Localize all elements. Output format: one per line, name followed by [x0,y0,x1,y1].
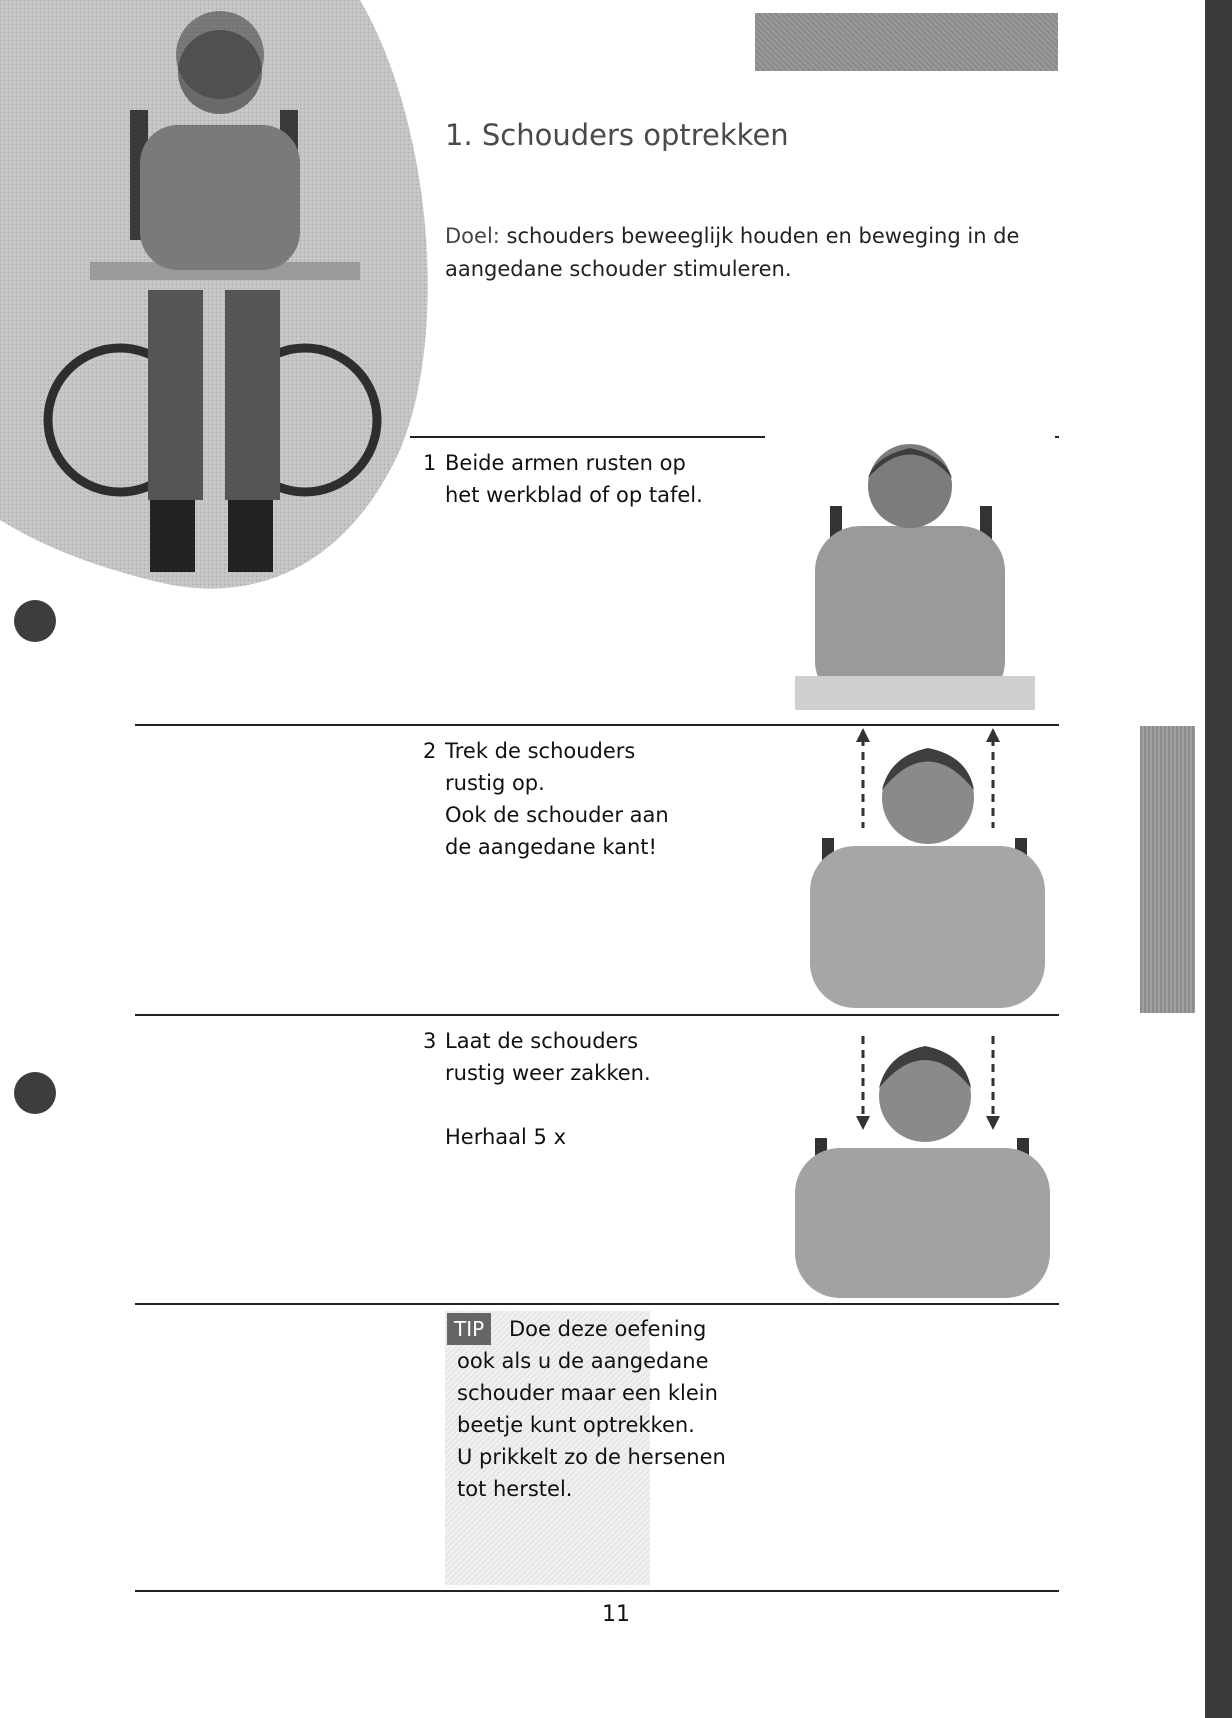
step-line [445,1089,775,1121]
step-text [445,735,775,863]
step-line: Trek de schouders [445,739,636,763]
step-2-photo [800,728,1055,1008]
goal-label: Doel: [445,224,500,248]
exercise-title: 1. Schouders optrekken [445,118,789,152]
punch-hole [14,1072,56,1114]
scan-edge-bar [1205,0,1232,1718]
step-line: rustig op. [445,771,545,795]
hero-wheelchair-photo [0,0,440,600]
step-line: rustig weer zakken. [445,1061,651,1085]
divider-line [135,1303,1059,1305]
divider-line [135,1590,1059,1592]
step-number: 3 [423,1029,437,1053]
tip-line: U prikkelt zo de hersenen [457,1445,726,1469]
step-line: het werkblad of op tafel. [445,483,703,507]
header-gray-box [755,13,1058,71]
tip-line: Doe deze oefening [509,1317,707,1341]
divider-line [135,1014,1059,1016]
divider-line [135,724,1059,726]
exercise-goal [445,220,1065,286]
punch-hole [14,600,56,642]
step-line: Ook de schouder aan [445,803,669,827]
page-number: 11 [602,1602,630,1627]
tip-line: beetje kunt optrekken. [457,1413,695,1437]
step-line: Laat de schouders [445,1029,639,1053]
goal-text: schouders beweeglijk houden en beweging in de aangedane schouder stimuleren. [445,224,1020,281]
step-line: de aangedane kant! [445,835,657,859]
step-line: Herhaal 5 x [445,1125,566,1149]
step-line: Beide armen rusten op [445,451,686,475]
tip-line: schouder maar een klein [457,1381,718,1405]
tip-line: tot herstel. [457,1477,573,1501]
step-text [445,1025,775,1153]
tip-label: TIP [447,1313,491,1345]
side-tab [1140,726,1195,1013]
step-3-photo [785,1018,1060,1298]
tip-text [457,1313,777,1505]
step-number: 2 [423,739,437,763]
step-1-photo [765,436,1055,720]
step-number: 1 [423,451,437,475]
tip-line: ook als u de aangedane [457,1349,709,1373]
step-text [445,447,775,511]
